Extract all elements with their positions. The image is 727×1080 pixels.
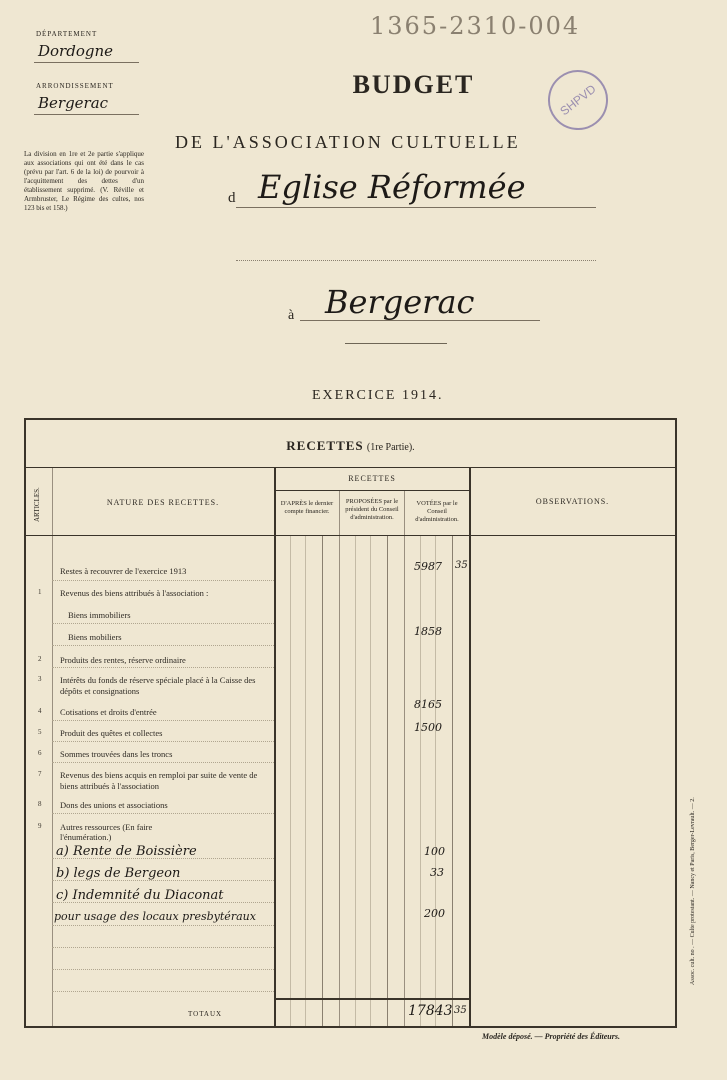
- row-mobiliers-votees: 1858: [414, 625, 442, 638]
- row-leader: [52, 580, 274, 581]
- row-leader: [52, 880, 274, 881]
- blank-line: [236, 260, 596, 261]
- arrondissement-label: ARRONDISSEMENT: [36, 82, 114, 90]
- row-8-label: Dons des unions et associations: [60, 800, 168, 810]
- departement-label: DÉPARTEMENT: [36, 30, 98, 38]
- row-leader: [52, 623, 274, 624]
- row-1-label: Revenus des biens attribués à l'association :: [60, 588, 209, 598]
- row-leader: [52, 762, 274, 763]
- hand-row-a: a) Rente de Boissière: [56, 844, 197, 859]
- articles-separator: [52, 468, 53, 1026]
- exercise-label: EXERCICE 1914.: [312, 388, 444, 403]
- row-7-article: 7: [38, 770, 42, 778]
- sub-col-1a: [290, 536, 291, 1026]
- votees-separator: [469, 468, 471, 1026]
- arrondissement-underline: [34, 114, 139, 115]
- departement-value: Dordogne: [38, 42, 113, 60]
- row-3-label: Intérêts du fonds de réserve spéciale placé à la Caisse des dépôts et consignations: [60, 675, 256, 696]
- sub-col-1c: [322, 536, 323, 1026]
- church-name: Eglise Réformée: [258, 168, 526, 206]
- dapres-separator: [339, 490, 340, 1026]
- table-title: [24, 438, 677, 454]
- row-leader: [52, 720, 274, 721]
- row-restes: Restes à recouvrer de l'exercice 1913: [60, 566, 187, 576]
- departement-underline: [34, 62, 139, 63]
- totaux-label: TOTAUX: [188, 1010, 223, 1018]
- d-label: d: [228, 190, 236, 206]
- row-leader: [52, 645, 274, 646]
- a-label: à: [288, 308, 295, 323]
- hand-row-a-votees: 100: [424, 845, 445, 858]
- row-leader: [52, 925, 274, 926]
- row-2-label: Produits des rentes, réserve ordinaire: [60, 655, 186, 665]
- row-leader: [52, 969, 274, 970]
- row-leader: [52, 858, 274, 859]
- recettes-rule: [275, 490, 469, 491]
- shpvd-stamp: SHPVD: [536, 58, 620, 142]
- table-title-part: (1re Partie).: [366, 442, 415, 453]
- sub-col-2c: [387, 536, 388, 1026]
- city-name: Bergerac: [325, 283, 475, 321]
- totals-rule: [275, 998, 469, 1000]
- association-subtitle: DE L'ASSOCIATION CULTUELLE: [175, 132, 521, 152]
- sub-col-3c: [452, 536, 453, 1026]
- row-4-votees: 8165: [414, 698, 442, 711]
- col-dapres: D'APRÈS le dernier compte financier.: [280, 500, 334, 515]
- row-leader: [52, 741, 274, 742]
- footer-note: Modèle déposé. — Propriété des Éditeurs.: [482, 1032, 620, 1041]
- nature-separator: [274, 468, 276, 1026]
- sub-col-3a: [420, 536, 421, 1026]
- archive-reference: 1365-2310-004: [370, 12, 581, 40]
- hand-row-c: c) Indemnité du Diaconat: [56, 888, 224, 903]
- row-9-article: 9: [38, 822, 42, 830]
- row-7-label: Revenus des biens acquis en remploi par suite de vente de biens attribués à l'association: [60, 770, 258, 791]
- row-leader: [52, 902, 274, 903]
- row-restes-cents: 35: [455, 560, 468, 571]
- city-underline: [300, 320, 540, 321]
- side-imprint: Assoc. cult. no . — Culte protestant. — Nancy et Paris, Berger-Levrault. — 2.: [690, 797, 696, 985]
- row-2-article: 2: [38, 655, 42, 663]
- row-9-label: Autres ressources (En faire l'énumération.): [60, 822, 153, 842]
- sub-col-3b: [435, 536, 436, 1026]
- row-5-votees: 1500: [414, 721, 442, 734]
- row-leader: [52, 667, 274, 668]
- hand-row-c-votees: 200: [424, 907, 445, 920]
- row-5-article: 5: [38, 728, 42, 736]
- table-title-main: RECETTES: [286, 438, 364, 453]
- total-cents: 35: [454, 1005, 467, 1016]
- row-leader: [52, 991, 274, 992]
- col-proposees: PROPOSÉES par le président du Conseil d'administration.: [345, 498, 399, 521]
- hand-row-c-cont: pour usage des locaux presbytéraux: [54, 910, 256, 923]
- col-votees: VOTÉES par le Conseil d'administration.: [415, 500, 459, 523]
- row-1-article: 1: [38, 588, 42, 596]
- row-8-article: 8: [38, 800, 42, 808]
- header-bottom-rule: [26, 535, 675, 536]
- col-recettes: RECETTES: [348, 474, 396, 483]
- legal-note: La division en 1re et 2e partie s'applique aux associations qui ont été dans le cas (prévu par l'art. 6 de la loi) de pourvoir à l'acquittement des dettes d'un établissement supprimé. (V. Réville et Armbruster, Le Régime des cultes, nos 123 bis et 158.): [24, 150, 144, 212]
- sub-col-1b: [305, 536, 306, 1026]
- row-leader: [52, 813, 274, 814]
- ornament: [345, 343, 447, 350]
- col-nature: NATURE DES RECETTES.: [106, 498, 220, 507]
- col-articles: ARTICLES.: [33, 487, 41, 522]
- col-observations: OBSERVATIONS.: [535, 497, 610, 506]
- sub-col-2b: [370, 536, 371, 1026]
- row-mobiliers: Biens mobiliers: [68, 632, 122, 642]
- sub-col-2a: [355, 536, 356, 1026]
- row-leader: [52, 947, 274, 948]
- row-restes-votees: 5987: [414, 560, 442, 573]
- church-underline: [236, 207, 596, 208]
- row-4-article: 4: [38, 707, 42, 715]
- row-4-label: Cotisations et droits d'entrée: [60, 707, 157, 717]
- budget-title: BUDGET: [352, 70, 475, 99]
- proposees-separator: [404, 490, 405, 1026]
- total-votees: 17843: [408, 1003, 453, 1019]
- title-rule: [26, 467, 675, 468]
- row-6-label: Sommes trouvées dans les troncs: [60, 749, 173, 759]
- hand-row-b: b) legs de Bergeon: [56, 866, 181, 881]
- row-immobiliers: Biens immobiliers: [68, 610, 131, 620]
- hand-row-b-votees: 33: [430, 866, 444, 879]
- row-3-article: 3: [38, 675, 42, 683]
- row-5-label: Produit des quêtes et collectes: [60, 728, 163, 738]
- arrondissement-value: Bergerac: [38, 94, 109, 112]
- row-6-article: 6: [38, 749, 42, 757]
